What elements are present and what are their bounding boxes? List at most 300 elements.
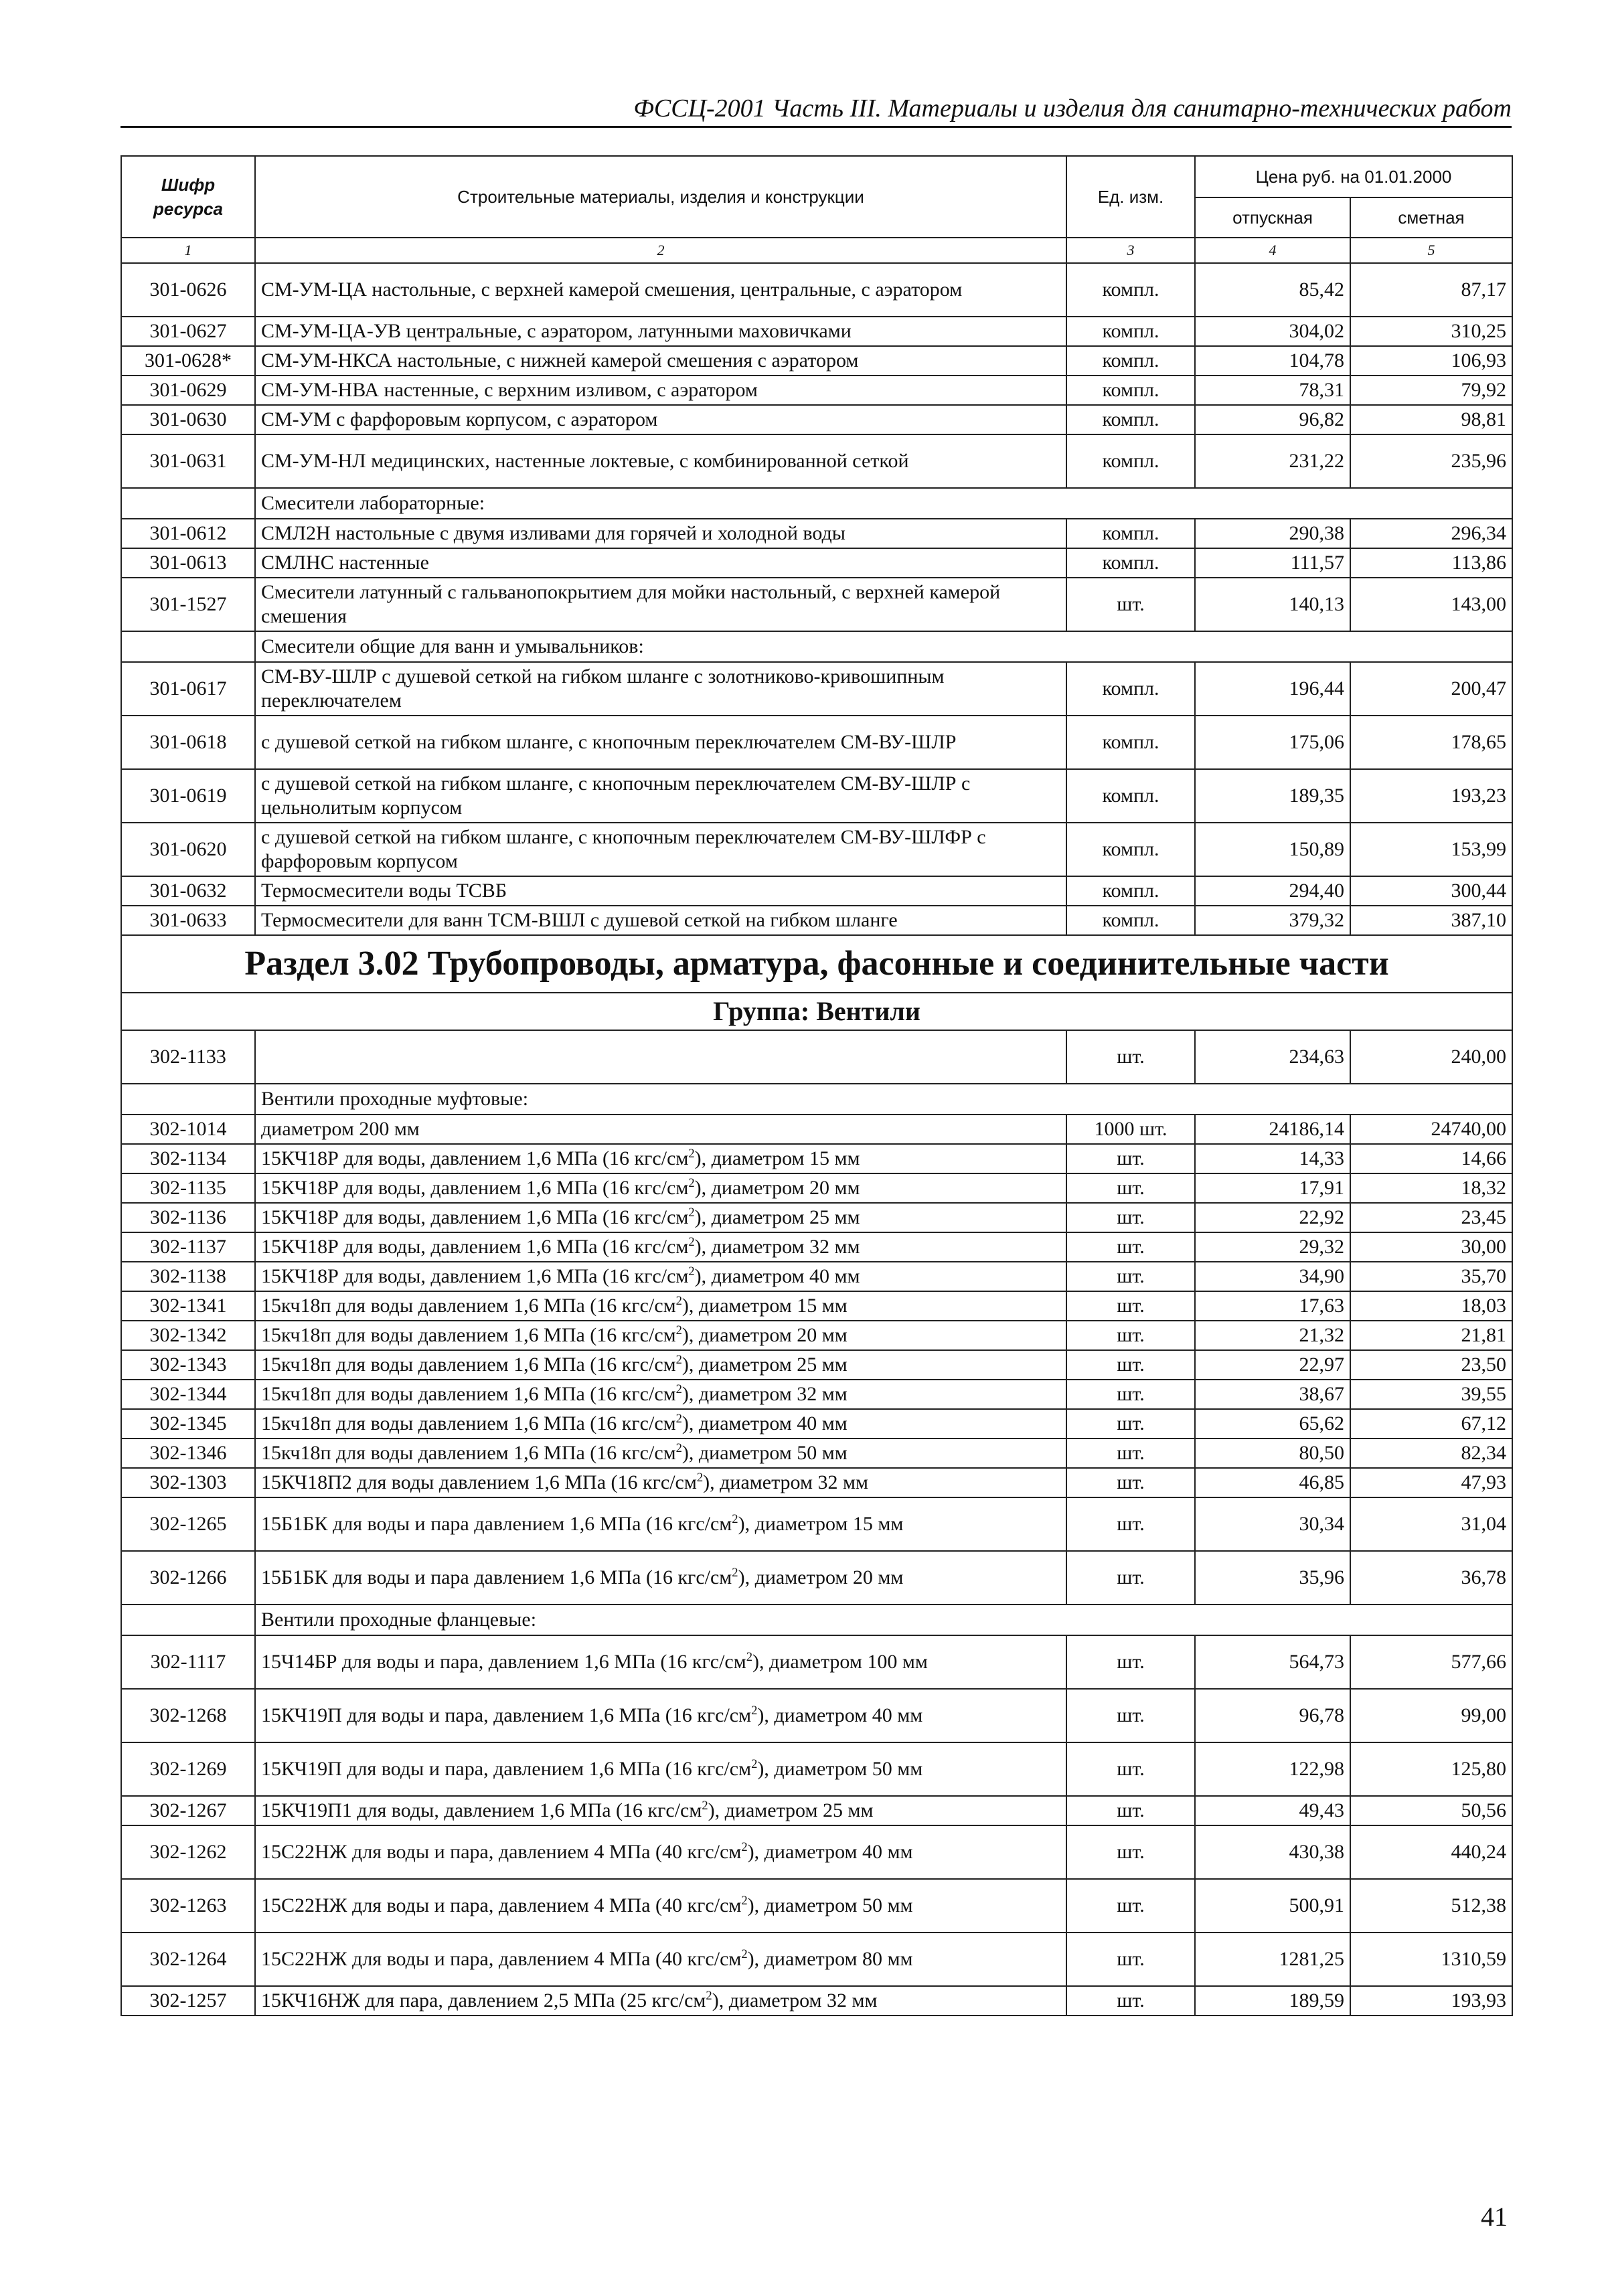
item-name: с душевой сеткой на гибком шланге, с кнопочным переключателем СМ-ВУ-ШЛР с цельнолитым корпусом: [261, 772, 971, 819]
item-description: [255, 1933, 1066, 1986]
resource-code: 302-1342: [121, 1321, 255, 1350]
item-name: Смесители латунный с гальванопокрытием для мойки настольный, с верхней камерой смешения: [261, 581, 1001, 627]
price-estimate: 82,34: [1350, 1439, 1512, 1468]
price-estimate: 23,50: [1350, 1350, 1512, 1380]
price-release: 290,38: [1195, 519, 1350, 548]
price-release: 17,63: [1195, 1291, 1350, 1321]
item-description: [255, 1030, 1066, 1084]
unit-cell: шт.: [1066, 1350, 1195, 1380]
resource-code: 302-1136: [121, 1203, 255, 1232]
table-row: [121, 1796, 1512, 1825]
resource-code: 302-1266: [121, 1551, 255, 1605]
item-description: [255, 519, 1066, 548]
table-row: [121, 519, 1512, 548]
item-name: СМ-ВУ-ШЛР с душевой сеткой на гибком шланге с золотниково-кривошипным переключателем: [261, 665, 945, 712]
item-description: [255, 662, 1066, 716]
unit-cell: компл.: [1066, 906, 1195, 935]
price-release: 189,59: [1195, 1986, 1350, 2016]
item-description: [255, 1879, 1066, 1933]
page-header: ФССЦ-2001 Часть III. Материалы и изделия для санитарно-технических работ: [633, 94, 1512, 122]
table-row: [121, 876, 1512, 906]
resource-code: 301-0633: [121, 906, 255, 935]
header-price-estimate: сметная: [1350, 197, 1512, 238]
price-release: 22,92: [1195, 1203, 1350, 1232]
resource-code: 302-1345: [121, 1409, 255, 1439]
price-release: 231,22: [1195, 434, 1350, 488]
unit-cell: компл.: [1066, 769, 1195, 823]
item-name: с душевой сеткой на гибком шланге, с кнопочным переключателем СМ-ВУ-ШЛР: [261, 731, 957, 753]
table-row: [121, 1232, 1512, 1262]
price-estimate: 200,47: [1350, 662, 1512, 716]
table-header-row: [121, 156, 1512, 197]
price-release: 430,38: [1195, 1825, 1350, 1879]
item-name-part: ), диаметром 32 мм: [712, 1989, 878, 2012]
unit-cell: шт.: [1066, 1291, 1195, 1321]
item-name-part: 15КЧ19П для воды и пара, давлением 1,6 МПа (16 кгс/см: [261, 1704, 752, 1726]
item-description: [255, 1986, 1066, 2016]
item-description: [255, 548, 1066, 578]
superscript: 2: [675, 1382, 682, 1396]
header-code: Шифр ресурса: [121, 156, 255, 238]
resource-code: 302-1117: [121, 1635, 255, 1689]
subheading-row: [121, 631, 1512, 662]
group-title-text: Группа: Вентили: [121, 993, 1512, 1030]
price-estimate: 193,23: [1350, 769, 1512, 823]
item-description: [255, 1321, 1066, 1350]
table-row: [121, 662, 1512, 716]
price-estimate: 50,56: [1350, 1796, 1512, 1825]
item-name: СМЛ2Н настольные с двумя изливами для горячей и холодной воды: [261, 522, 846, 544]
item-name-part: 15Ч14БР для воды и пара, давлением 1,6 МПа (16 кгс/см: [261, 1651, 746, 1673]
item-description: [255, 1689, 1066, 1742]
price-estimate: 296,34: [1350, 519, 1512, 548]
item-name-part: ), диаметром 100 мм: [752, 1651, 928, 1673]
price-estimate: 106,93: [1350, 346, 1512, 376]
resource-code: 301-0620: [121, 823, 255, 876]
item-description: [255, 434, 1066, 488]
item-name-part: ), диаметром 25 мм: [708, 1799, 874, 1821]
item-description: [255, 1409, 1066, 1439]
superscript: 2: [688, 1147, 695, 1161]
price-release: 379,32: [1195, 906, 1350, 935]
section-title-text: Раздел 3.02 Трубопроводы, арматура, фасонные и соединительные части: [121, 935, 1512, 993]
price-release: 38,67: [1195, 1380, 1350, 1409]
unit-cell: шт.: [1066, 1879, 1195, 1933]
item-description: [255, 1115, 1066, 1144]
resource-code: 302-1341: [121, 1291, 255, 1321]
superscript: 2: [741, 1840, 748, 1854]
item-description: [255, 823, 1066, 876]
table-row: [121, 1350, 1512, 1380]
price-estimate: 235,96: [1350, 434, 1512, 488]
item-name-part: 15С22НЖ для воды и пара, давлением 4 МПа (40 кгс/см: [261, 1841, 742, 1863]
col-num: 2: [255, 238, 1066, 263]
resource-code: 302-1135: [121, 1173, 255, 1203]
superscript: 2: [732, 1566, 738, 1580]
unit-cell: шт.: [1066, 1497, 1195, 1551]
page-number: 41: [1481, 2202, 1508, 2232]
superscript: 2: [741, 1894, 748, 1908]
unit-cell: шт.: [1066, 1409, 1195, 1439]
price-table: [120, 155, 1513, 2016]
resource-code: 301-0613: [121, 548, 255, 578]
column-numbers-row: [121, 238, 1512, 263]
price-estimate: 193,93: [1350, 1986, 1512, 2016]
price-release: 34,90: [1195, 1262, 1350, 1291]
item-name-part: 15КЧ18Р для воды, давлением 1,6 МПа (16 кгс/см: [261, 1206, 689, 1228]
item-name-part: 15КЧ16НЖ для пара, давлением 2,5 МПа (25 кгс/см: [261, 1989, 706, 2012]
table-row: [121, 1115, 1512, 1144]
table-row: [121, 434, 1512, 488]
superscript: 2: [675, 1353, 682, 1367]
price-release: 175,06: [1195, 716, 1350, 769]
table-row: [121, 376, 1512, 405]
item-description: [255, 1262, 1066, 1291]
item-name-part: 15КЧ19П1 для воды, давлением 1,6 МПа (16 кгс/см: [261, 1799, 702, 1821]
item-description: [255, 1144, 1066, 1173]
item-description: [255, 1551, 1066, 1605]
item-name-part: ), диаметром 25 мм: [694, 1206, 860, 1228]
superscript: 2: [675, 1412, 682, 1426]
item-description: [255, 906, 1066, 935]
price-release: 78,31: [1195, 376, 1350, 405]
superscript: 2: [675, 1323, 682, 1337]
item-description: [255, 317, 1066, 346]
price-estimate: 240,00: [1350, 1030, 1512, 1084]
unit-cell: шт.: [1066, 1742, 1195, 1796]
table-row: [121, 1933, 1512, 1986]
table-row: [121, 1497, 1512, 1551]
table-row: [121, 1144, 1512, 1173]
unit-cell: компл.: [1066, 716, 1195, 769]
unit-cell: шт.: [1066, 1689, 1195, 1742]
subheading-row: [121, 488, 1512, 519]
unit-cell: компл.: [1066, 548, 1195, 578]
price-estimate: 387,10: [1350, 906, 1512, 935]
price-estimate: 113,86: [1350, 548, 1512, 578]
price-estimate: 178,65: [1350, 716, 1512, 769]
table-row: [121, 1468, 1512, 1497]
unit-cell: компл.: [1066, 434, 1195, 488]
unit-cell: шт.: [1066, 1203, 1195, 1232]
group-title: [121, 993, 1512, 1030]
resource-code: 302-1262: [121, 1825, 255, 1879]
item-description: [255, 1232, 1066, 1262]
item-name-part: 15КЧ18Р для воды, давлением 1,6 МПа (16 кгс/см: [261, 1177, 689, 1199]
item-name-part: 15Б1БК для воды и пара давлением 1,6 МПа (16 кгс/см: [261, 1513, 732, 1535]
price-estimate: 79,92: [1350, 376, 1512, 405]
item-name: СМ-УМ с фарфоровым корпусом, с аэратором: [261, 408, 658, 430]
item-name: с душевой сеткой на гибком шланге, с кнопочным переключателем СМ-ВУ-ШЛФР с фарфоровым корпусом: [261, 826, 986, 872]
col-num: 1: [121, 238, 255, 263]
price-release: 29,32: [1195, 1232, 1350, 1262]
price-release: 21,32: [1195, 1321, 1350, 1350]
price-estimate: 310,25: [1350, 317, 1512, 346]
table-row: [121, 317, 1512, 346]
price-release: 1281,25: [1195, 1933, 1350, 1986]
col-num: 5: [1350, 238, 1512, 263]
unit-cell: компл.: [1066, 662, 1195, 716]
price-estimate: 512,38: [1350, 1879, 1512, 1933]
price-estimate: 39,55: [1350, 1380, 1512, 1409]
item-description: [255, 1173, 1066, 1203]
resource-code: 301-0619: [121, 769, 255, 823]
unit-cell: шт.: [1066, 1551, 1195, 1605]
table-row: [121, 1030, 1512, 1084]
empty-cell: [121, 1605, 255, 1635]
price-release: 17,91: [1195, 1173, 1350, 1203]
item-description: [255, 405, 1066, 434]
resource-code: 302-1263: [121, 1879, 255, 1933]
subheading: Смесители лабораторные:: [255, 488, 1512, 519]
price-estimate: 36,78: [1350, 1551, 1512, 1605]
resource-code: 302-1269: [121, 1742, 255, 1796]
price-release: 500,91: [1195, 1879, 1350, 1933]
resource-code: 302-1134: [121, 1144, 255, 1173]
item-name: Термосмесители воды ТСВБ: [261, 880, 507, 902]
price-estimate: 67,12: [1350, 1409, 1512, 1439]
table-row: [121, 346, 1512, 376]
table-row: [121, 1879, 1512, 1933]
item-name-part: ), диаметром 20 мм: [694, 1177, 860, 1199]
resource-code: 301-0630: [121, 405, 255, 434]
table-row: [121, 1825, 1512, 1879]
unit-cell: компл.: [1066, 405, 1195, 434]
empty-cell: [121, 488, 255, 519]
price-estimate: 14,66: [1350, 1144, 1512, 1173]
table-row: [121, 1262, 1512, 1291]
superscript: 2: [706, 1989, 712, 2003]
price-release: 22,97: [1195, 1350, 1350, 1380]
price-release: 564,73: [1195, 1635, 1350, 1689]
table-row: [121, 1689, 1512, 1742]
table-row: [121, 716, 1512, 769]
item-name: СМ-УМ-НВА настенные, с верхним изливом, с аэратором: [261, 379, 758, 401]
item-name: СМ-УМ-ЦА настольные, с верхней камерой смешения, центральные, с аэратором: [261, 278, 963, 301]
item-name-part: ), диаметром 40 мм: [747, 1841, 913, 1863]
unit-cell: шт.: [1066, 1380, 1195, 1409]
subheading: Смесители общие для ванн и умывальников:: [255, 631, 1512, 662]
price-release: 96,82: [1195, 405, 1350, 434]
table-row: [121, 1173, 1512, 1203]
header-name: Строительные материалы, изделия и конструкции: [255, 156, 1066, 238]
item-description: [255, 1203, 1066, 1232]
header-price-group: Цена руб. на 01.01.2000: [1195, 156, 1512, 197]
item-name-part: 15КЧ18П2 для воды давлением 1,6 МПа (16 кгс/см: [261, 1471, 697, 1493]
resource-code: 302-1344: [121, 1380, 255, 1409]
table-row: [121, 1742, 1512, 1796]
unit-cell: шт.: [1066, 1262, 1195, 1291]
resource-code: 301-0612: [121, 519, 255, 548]
price-estimate: 1310,59: [1350, 1933, 1512, 1986]
superscript: 2: [751, 1704, 758, 1718]
section-title: [121, 935, 1512, 993]
price-estimate: 21,81: [1350, 1321, 1512, 1350]
table-row: [121, 906, 1512, 935]
resource-code: 301-0618: [121, 716, 255, 769]
unit-cell: компл.: [1066, 823, 1195, 876]
resource-code: 302-1014: [121, 1115, 255, 1144]
header-price-release: отпускная: [1195, 197, 1350, 238]
item-name-part: ), диаметром 25 мм: [681, 1354, 848, 1376]
unit-cell: компл.: [1066, 519, 1195, 548]
item-description: [255, 1468, 1066, 1497]
item-name-part: ), диаметром 50 мм: [681, 1442, 848, 1464]
item-name-part: ), диаметром 15 мм: [694, 1147, 860, 1169]
item-name: СМЛНС настенные: [261, 552, 429, 574]
unit-cell: компл.: [1066, 346, 1195, 376]
empty-cell: [121, 1084, 255, 1115]
unit-cell: шт.: [1066, 1825, 1195, 1879]
item-description: [255, 1497, 1066, 1551]
table-row: [121, 1439, 1512, 1468]
item-name-part: ), диаметром 80 мм: [747, 1948, 913, 1970]
superscript: 2: [688, 1235, 695, 1249]
price-estimate: 30,00: [1350, 1232, 1512, 1262]
item-name-part: ), диаметром 40 мм: [681, 1412, 848, 1434]
item-description: [255, 578, 1066, 631]
item-name-part: ), диаметром 20 мм: [681, 1324, 848, 1346]
price-release: 294,40: [1195, 876, 1350, 906]
unit-cell: компл.: [1066, 317, 1195, 346]
item-name-part: ), диаметром 15 мм: [738, 1513, 904, 1535]
price-release: 65,62: [1195, 1409, 1350, 1439]
price-release: 96,78: [1195, 1689, 1350, 1742]
unit-cell: шт.: [1066, 1439, 1195, 1468]
price-release: 111,57: [1195, 548, 1350, 578]
price-estimate: 18,03: [1350, 1291, 1512, 1321]
resource-code: 301-1527: [121, 578, 255, 631]
resource-code: 302-1137: [121, 1232, 255, 1262]
price-estimate: 99,00: [1350, 1689, 1512, 1742]
unit-cell: шт.: [1066, 1144, 1195, 1173]
item-name-part: ), диаметром 40 мм: [757, 1704, 923, 1726]
subheading-row: [121, 1084, 1512, 1115]
price-estimate: 23,45: [1350, 1203, 1512, 1232]
table-row: [121, 1380, 1512, 1409]
price-release: 46,85: [1195, 1468, 1350, 1497]
item-name-part: ), диаметром 50 мм: [757, 1758, 923, 1780]
item-name-part: 15КЧ19П для воды и пара, давлением 1,6 МПа (16 кгс/см: [261, 1758, 752, 1780]
unit-cell: шт.: [1066, 1030, 1195, 1084]
resource-code: 302-1268: [121, 1689, 255, 1742]
unit-cell: шт.: [1066, 1635, 1195, 1689]
price-estimate: 47,93: [1350, 1468, 1512, 1497]
item-name: Термосмесители для ванн ТСМ-ВШЛ с душевой сеткой на гибком шланге: [261, 909, 898, 931]
table-row: [121, 1986, 1512, 2016]
price-release: 196,44: [1195, 662, 1350, 716]
item-name-part: 15кч18п для воды давлением 1,6 МПа (16 кгс/см: [261, 1295, 676, 1317]
item-description: [255, 716, 1066, 769]
item-name-part: ), диаметром 32 мм: [703, 1471, 868, 1493]
price-release: 24186,14: [1195, 1115, 1350, 1144]
superscript: 2: [732, 1512, 738, 1526]
superscript: 2: [688, 1176, 695, 1190]
price-release: 30,34: [1195, 1497, 1350, 1551]
table-row: [121, 578, 1512, 631]
price-estimate: 300,44: [1350, 876, 1512, 906]
unit-cell: шт.: [1066, 1232, 1195, 1262]
superscript: 2: [751, 1757, 758, 1771]
price-estimate: 143,00: [1350, 578, 1512, 631]
price-estimate: 153,99: [1350, 823, 1512, 876]
item-name-part: 15КЧ18Р для воды, давлением 1,6 МПа (16 кгс/см: [261, 1265, 689, 1287]
resource-code: 302-1267: [121, 1796, 255, 1825]
item-name-part: ), диаметром 15 мм: [681, 1295, 848, 1317]
item-name: СМ-УМ-ЦА-УВ центральные, с аэратором, латунными маховичками: [261, 320, 852, 342]
price-release: 104,78: [1195, 346, 1350, 376]
price-release: 304,02: [1195, 317, 1350, 346]
table-row: [121, 1551, 1512, 1605]
unit-cell: шт.: [1066, 1173, 1195, 1203]
resource-code: 302-1138: [121, 1262, 255, 1291]
superscript: 2: [702, 1799, 708, 1813]
resource-code: 302-1343: [121, 1350, 255, 1380]
unit-cell: шт.: [1066, 578, 1195, 631]
unit-cell: шт.: [1066, 1933, 1195, 1986]
resource-code: 302-1265: [121, 1497, 255, 1551]
col-num: 3: [1066, 238, 1195, 263]
price-estimate: 87,17: [1350, 263, 1512, 317]
unit-cell: шт.: [1066, 1321, 1195, 1350]
item-description: [255, 1380, 1066, 1409]
superscript: 2: [675, 1441, 682, 1455]
item-description: [255, 1796, 1066, 1825]
unit-cell: шт.: [1066, 1796, 1195, 1825]
empty-cell: [121, 631, 255, 662]
table-row: [121, 769, 1512, 823]
price-estimate: 577,66: [1350, 1635, 1512, 1689]
item-description: [255, 1291, 1066, 1321]
resource-code: 302-1257: [121, 1986, 255, 2016]
item-name-part: диаметром 200 мм: [261, 1118, 420, 1140]
item-name-part: ), диаметром 20 мм: [738, 1566, 904, 1588]
item-description: [255, 1742, 1066, 1796]
item-description: [255, 769, 1066, 823]
unit-cell: компл.: [1066, 263, 1195, 317]
item-name: СМ-УМ-НКСА настольные, с нижней камерой смешения с аэратором: [261, 349, 859, 372]
superscript: 2: [688, 1206, 695, 1220]
item-description: [255, 1439, 1066, 1468]
table-row: [121, 1635, 1512, 1689]
item-name-part: 15КЧ18Р для воды, давлением 1,6 МПа (16 кгс/см: [261, 1147, 689, 1169]
item-description: [255, 376, 1066, 405]
resource-code: 301-0617: [121, 662, 255, 716]
unit-cell: шт.: [1066, 1468, 1195, 1497]
price-release: 140,13: [1195, 578, 1350, 631]
price-estimate: 24740,00: [1350, 1115, 1512, 1144]
unit-cell: компл.: [1066, 376, 1195, 405]
price-estimate: 35,70: [1350, 1262, 1512, 1291]
resource-code: 302-1133: [121, 1030, 255, 1084]
price-release: 80,50: [1195, 1439, 1350, 1468]
resource-code: 301-0632: [121, 876, 255, 906]
subheading-row: [121, 1605, 1512, 1635]
item-name-part: 15С22НЖ для воды и пара, давлением 4 МПа (40 кгс/см: [261, 1894, 742, 1916]
item-name-part: 15кч18п для воды давлением 1,6 МПа (16 кгс/см: [261, 1324, 676, 1346]
subheading: Вентили проходные фланцевые:: [255, 1605, 1512, 1635]
item-description: [255, 263, 1066, 317]
subheading: Вентили проходные муфтовые:: [255, 1084, 1512, 1115]
superscript: 2: [741, 1947, 748, 1961]
table-row: [121, 1409, 1512, 1439]
table-row: [121, 548, 1512, 578]
price-release: 35,96: [1195, 1551, 1350, 1605]
superscript: 2: [688, 1264, 695, 1279]
price-release: 14,33: [1195, 1144, 1350, 1173]
item-description: [255, 876, 1066, 906]
price-release: 49,43: [1195, 1796, 1350, 1825]
